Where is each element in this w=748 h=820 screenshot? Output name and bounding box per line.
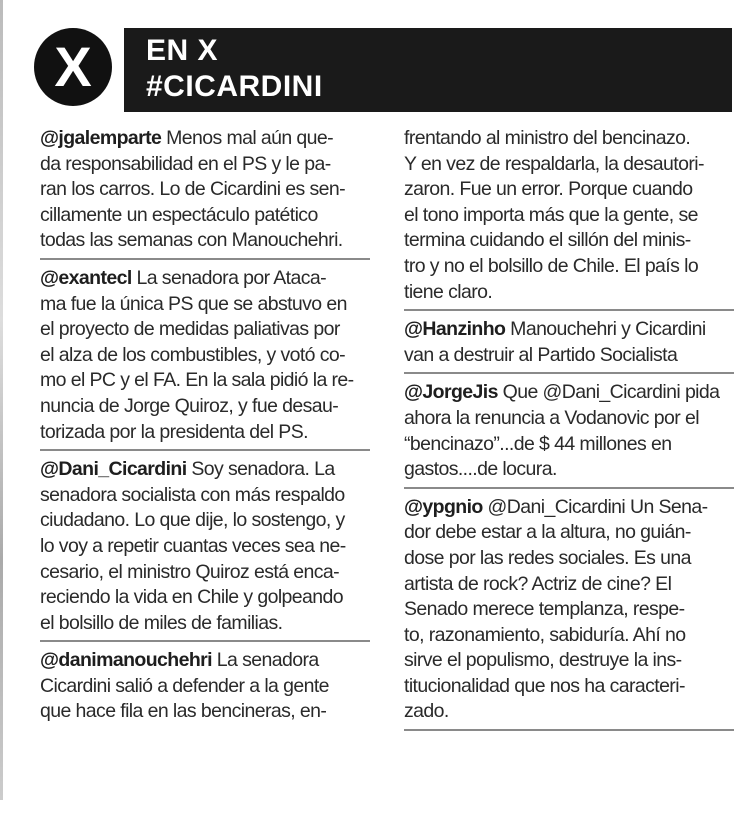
post-text: lo voy a repetir cuantas veces sea ne- [40,534,346,557]
post-text-line [40,534,370,560]
post-text-line [404,432,734,458]
post-text: artista de rock? Actriz de cine? El [404,572,672,595]
post-text: ciudadano. Lo que dije, lo sostengo, y [40,509,345,532]
x-logo-icon: X [34,28,112,106]
post-item [40,455,370,642]
post-handle[interactable]: @ypgnio [404,495,483,518]
post-text: el tono importa más que la gente, se [404,203,698,226]
post-text-line [404,152,734,178]
post-text: dose por las redes sociales. Es una [404,546,691,569]
post-text: van a destruir al Partido Socialista [404,343,678,366]
post-text: ahora la renuncia a Vodanovic por el [404,406,699,429]
post-text: cillamente un espectáculo patético [40,203,318,226]
post-text-line [404,648,734,674]
post-text: da responsabilidad en el PS y le pa- [40,152,331,175]
post-handle[interactable]: @jgalemparte [40,127,162,149]
post-text: Senado merece templanza, respe- [404,598,685,621]
section-header [34,26,734,114]
post-text-line [40,292,370,318]
post-text-line [404,495,734,521]
post-text-line [40,699,370,725]
post-item [40,264,370,451]
post-text-line [40,203,370,229]
post-text: @Dani_Cicardini Un Sena- [482,495,708,518]
post-text-line [40,648,370,674]
post-text-line [40,228,370,254]
post-text: tiene claro. [404,280,493,303]
post-text-line [404,520,734,546]
post-text: “bencinazo”...de $ 44 millones en [404,432,672,455]
post-text: el alza de los combustibles, y votó co- [40,343,346,366]
post-text-line [40,611,370,637]
post-text-line [40,508,370,534]
post-text-line [404,623,734,649]
title-line-2: #CICARDINI [146,70,323,103]
post-text: Que @Dani_Cicardini pida [497,381,720,404]
post-text: gastos....de locura. [404,458,557,481]
post-text-line [404,457,734,483]
post-text-line [40,674,370,700]
post-item [40,646,370,729]
post-text: Soy senadora. La [186,458,335,481]
post-text-line [404,343,734,369]
post-text: La senadora por Ataca- [131,266,327,289]
post-text: Manouchehri y Cicardini [505,318,706,341]
post-text: Menos mal aún que- [161,127,334,149]
post-text-line [404,203,734,229]
post-text: el proyecto de medidas paliativas por [40,318,340,341]
post-text-line [404,254,734,280]
post-text-line [40,152,370,178]
post-text: frentando al ministro del bencinazo. [404,127,691,149]
post-text-line [404,380,734,406]
post-text-line [40,420,370,446]
post-text-line [40,483,370,509]
post-text: torizada por la presidenta del PS. [40,420,308,443]
post-handle[interactable]: @Dani_Cicardini [40,458,187,481]
post-text: tro y no el bolsillo de Chile. El país lo [404,254,699,277]
post-text: todas las semanas con Manouchehri. [40,229,343,252]
post-text-line [404,699,734,725]
post-text-line [404,546,734,572]
post-text-line [404,597,734,623]
post-text-line [404,572,734,598]
post-handle[interactable]: @exantecl [40,266,132,289]
right-column [404,124,734,735]
post-item [404,493,734,731]
post-item [404,315,734,374]
post-text: termina cuidando el sillón del minis- [404,229,691,252]
post-item [404,378,734,488]
post-text: zado. [404,700,449,723]
post-text: sirve el populismo, destruye la ins- [404,649,682,672]
post-text: zaron. Fue un error. Porque cuando [404,178,693,201]
post-text: ran los carros. Lo de Cicardini es sen- [40,178,345,201]
post-handle[interactable]: @Hanzinho [404,318,506,341]
post-text: ma fue la única PS que se abstuvo en [40,292,347,315]
post-text-line [40,457,370,483]
post-text: dor debe estar a la altura, no guián- [404,521,691,544]
post-text: mo el PC y el FA. En la sala pidió la re- [40,369,354,392]
post-text: Cicardini salió a defender a la gente [40,674,329,697]
post-text: senadora socialista con más respaldo [40,483,345,506]
post-text-line [404,280,734,306]
post-text-line [404,406,734,432]
post-text: reciendo la vida en Chile y golpeando [40,586,344,609]
post-text: el bolsillo de miles de familias. [40,611,283,634]
left-column [40,124,370,733]
post-handle[interactable]: @JorgeJis [404,381,498,404]
post-text-line [40,266,370,292]
post-text: nuncia de Jorge Quiroz, y fue desau- [40,394,339,417]
post-text-line [40,560,370,586]
post-text: Y en vez de respaldarla, la desautori- [404,152,704,175]
post-text: La senadora [211,649,319,672]
post-text-line [404,317,734,343]
post-text-line [40,394,370,420]
post-text-line [40,317,370,343]
post-text-line [404,177,734,203]
post-text: cesario, el ministro Quiroz está enca- [40,560,340,583]
post-text-line [404,126,734,152]
post-handle[interactable]: @danimanouchehri [40,649,212,672]
post-text: to, razonamiento, sabiduría. Ahí no [404,623,686,646]
post-text-line [404,228,734,254]
post-text-line [40,126,370,152]
title-line-1: EN X [146,34,219,67]
post-text-line [40,368,370,394]
post-text-line [40,585,370,611]
post-item [404,124,734,311]
post-text: titucionalidad que nos ha caracteri- [404,674,685,697]
post-text: que hace fila en las bencineras, en- [40,700,327,723]
post-text-line [40,343,370,369]
post-text-line [404,674,734,700]
post-text-line [40,177,370,203]
page-edge [0,0,3,800]
title-banner [124,28,732,112]
post-item [40,124,370,260]
